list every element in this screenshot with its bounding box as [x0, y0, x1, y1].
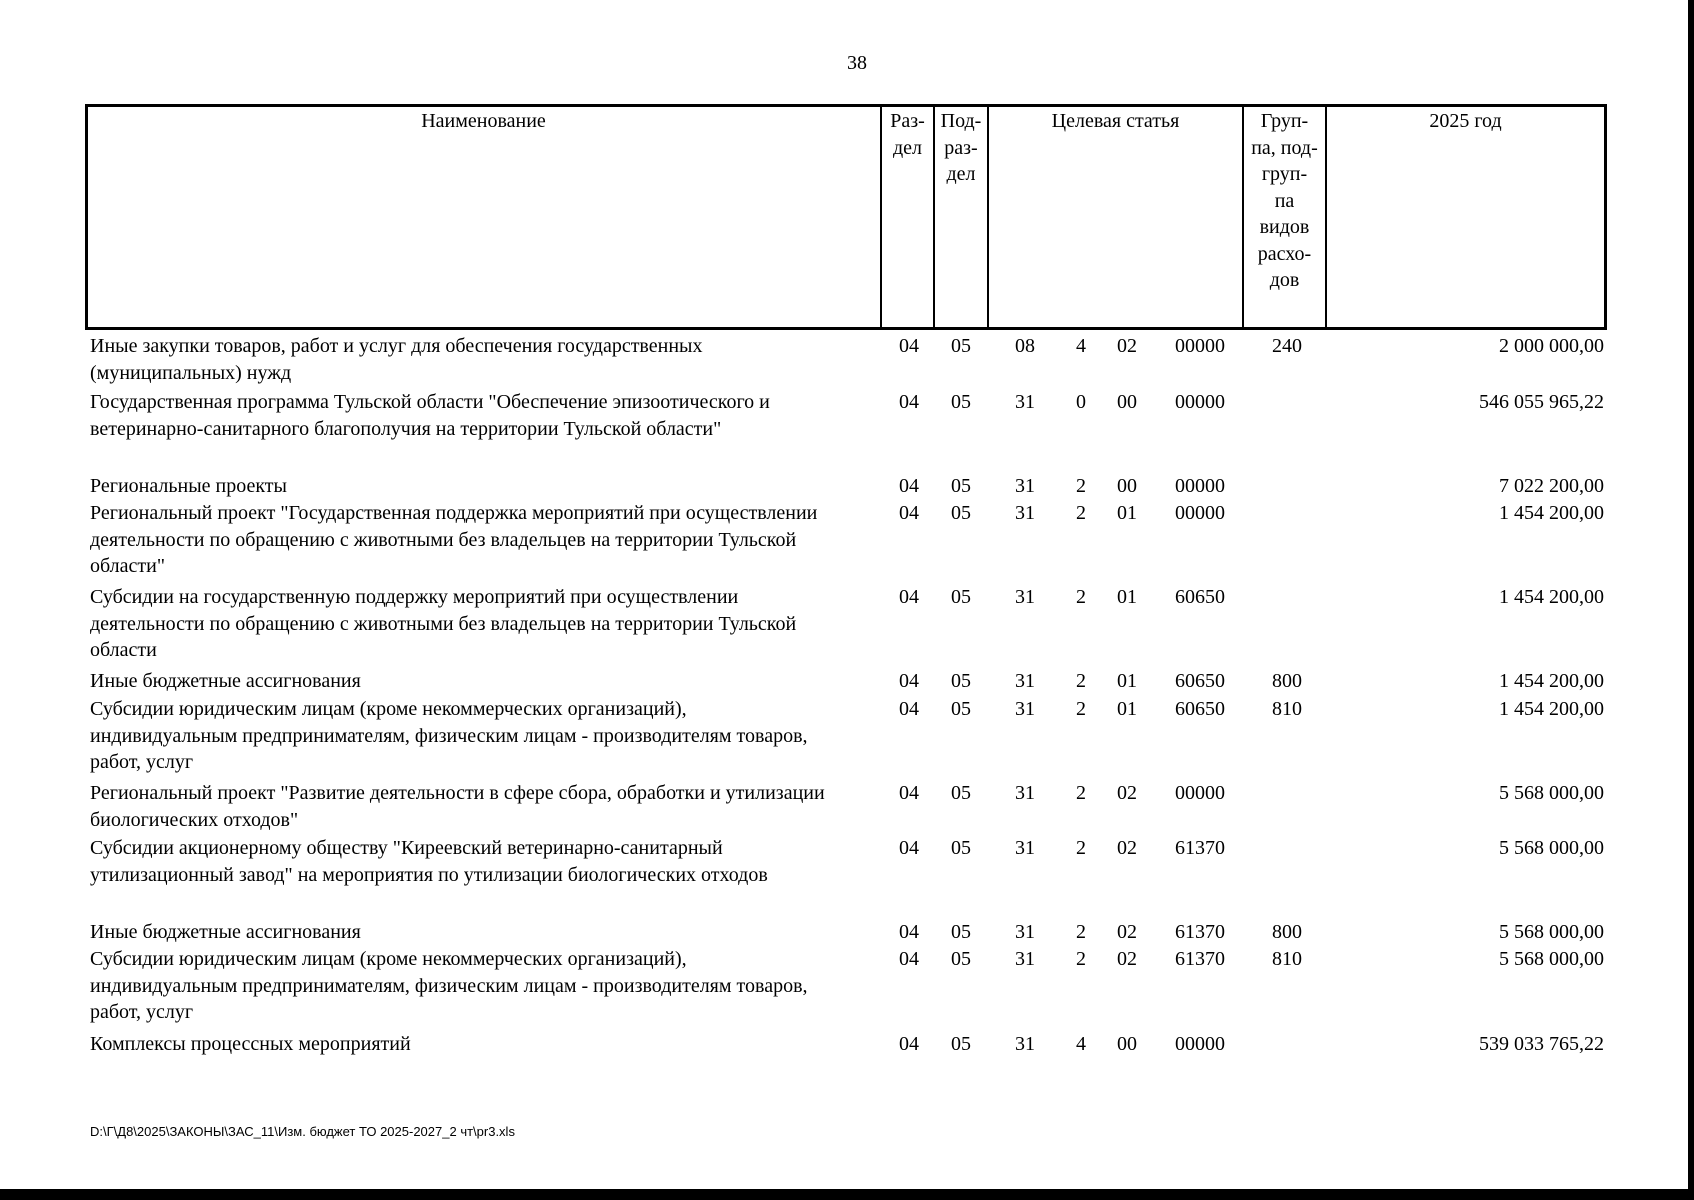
row-podrazdel: 05: [951, 475, 971, 497]
row-razdel: 04: [899, 921, 919, 943]
row-name: [90, 696, 880, 776]
row-name-line: Иные закупки товаров, работ и услуг для обеспечения государственных: [90, 335, 703, 357]
header-podrazdel-line: Под-: [940, 110, 982, 132]
row-target-element: 02: [1117, 335, 1137, 357]
row-amount: 5 568 000,00: [1499, 782, 1604, 804]
row-podrazdel: 05: [951, 335, 971, 357]
row-target-direction: 00000: [1175, 782, 1225, 804]
row-target-element: 02: [1117, 837, 1137, 859]
row-target-type: 2: [1076, 948, 1086, 970]
row-podrazdel: 05: [951, 586, 971, 608]
header-razdel-line: Раз-: [890, 110, 925, 132]
row-name-line: Субсидии юридическим лицам (кроме некоммерческих организаций),: [90, 698, 687, 720]
row-amount: 5 568 000,00: [1499, 948, 1604, 970]
row-name-line: Субсидии акционерному обществу "Киреевский ветеринарно-санитарный: [90, 837, 723, 859]
row-name: [90, 389, 880, 442]
header-target-label: Целевая статья: [1051, 110, 1180, 132]
header-vid-line: расхо-: [1257, 242, 1312, 265]
header-right-border: [1604, 104, 1607, 330]
row-target-program: 31: [1015, 586, 1035, 608]
row-name-line: индивидуальным предпринимателям, физическим лицам - производителям товаров,: [90, 724, 808, 747]
row-name: [90, 584, 880, 664]
row-target-element: 00: [1117, 1033, 1137, 1055]
row-name-line: Региональный проект "Развитие деятельности в сфере сбора, обработки и утилизации: [90, 782, 825, 804]
row-name-line: Государственная программа Тульской области "Обеспечение эпизоотического и: [90, 391, 770, 413]
row-target-element: 01: [1117, 698, 1137, 720]
row-name: Иные бюджетные ассигнования: [90, 670, 361, 692]
row-amount: 1 454 200,00: [1499, 586, 1604, 608]
header-vid-line: видов: [1259, 216, 1310, 238]
row-target-element: 02: [1117, 921, 1137, 943]
row-name-line: работ, услуг: [90, 1001, 194, 1023]
row-target-direction: 60650: [1175, 670, 1225, 692]
row-name-line: утилизационный завод" на мероприятия по утилизации биологических отходов: [90, 863, 768, 886]
header-vid: [1244, 104, 1325, 330]
page-number: 38: [847, 52, 867, 74]
header-target: [989, 104, 1242, 330]
row-target-direction: 00000: [1175, 1033, 1225, 1055]
row-name-line: (муниципальных) нужд: [90, 361, 292, 384]
row-name: [90, 835, 880, 888]
row-target-type: 2: [1076, 698, 1086, 720]
row-target-element: 02: [1117, 782, 1137, 804]
row-target-element: 01: [1117, 670, 1137, 692]
row-podrazdel: 05: [951, 782, 971, 804]
header-vid-line: Груп-: [1260, 110, 1309, 132]
row-podrazdel: 05: [951, 1033, 971, 1055]
row-razdel: 04: [899, 475, 919, 497]
row-name-line: области: [90, 639, 157, 661]
row-amount: 5 568 000,00: [1499, 837, 1604, 859]
header-vid-line: груп-: [1261, 163, 1308, 185]
row-expense-type: 240: [1272, 335, 1302, 357]
row-target-element: 01: [1117, 586, 1137, 608]
row-target-direction: 60650: [1175, 586, 1225, 608]
row-name-line: ветеринарно-санитарного благополучия на территории Тульской области": [90, 417, 722, 440]
header-podrazdel-line: раз-: [944, 136, 978, 159]
row-target-direction: 61370: [1175, 837, 1225, 859]
row-target-element: 01: [1117, 502, 1137, 524]
row-razdel: 04: [899, 670, 919, 692]
row-target-program: 31: [1015, 698, 1035, 720]
scan-edge-right: [1688, 0, 1694, 1200]
header-razdel: [882, 104, 933, 330]
row-name-line: деятельности по обращению с животными без владельцев на территории Тульской: [90, 612, 797, 635]
header-podrazdel-line: дел: [946, 163, 976, 185]
row-target-direction: 00000: [1175, 502, 1225, 524]
row-amount: 1 454 200,00: [1499, 670, 1604, 692]
row-name-line: биологических отходов": [90, 808, 299, 831]
header-name: [87, 104, 880, 330]
row-name: Региональные проекты: [90, 475, 287, 497]
row-razdel: 04: [899, 586, 919, 608]
file-path-footer: D:\Г\Д8\2025\ЗАКОНЫ\ЗАС_11\Изм. бюджет ТО 2025-2027_2 чт\pr3.xls: [90, 1124, 515, 1139]
row-expense-type: 810: [1272, 698, 1302, 720]
row-podrazdel: 05: [951, 698, 971, 720]
row-amount: 539 033 765,22: [1479, 1033, 1604, 1055]
row-razdel: 04: [899, 1033, 919, 1055]
row-podrazdel: 05: [951, 837, 971, 859]
row-target-direction: 61370: [1175, 948, 1225, 970]
row-amount: 546 055 965,22: [1479, 391, 1604, 413]
row-name: Иные бюджетные ассигнования: [90, 921, 361, 943]
row-target-type: 2: [1076, 586, 1086, 608]
row-target-type: 4: [1076, 1033, 1086, 1055]
row-target-type: 2: [1076, 921, 1086, 943]
row-podrazdel: 05: [951, 502, 971, 524]
row-razdel: 04: [899, 698, 919, 720]
row-target-direction: 00000: [1175, 391, 1225, 413]
row-target-direction: 00000: [1175, 475, 1225, 497]
row-razdel: 04: [899, 782, 919, 804]
row-target-type: 0: [1076, 391, 1086, 413]
header-year: [1327, 104, 1604, 330]
row-target-program: 08: [1015, 335, 1035, 357]
row-target-type: 2: [1076, 502, 1086, 524]
row-expense-type: 800: [1272, 921, 1302, 943]
row-name: [90, 780, 880, 833]
row-target-program: 31: [1015, 921, 1035, 943]
row-target-type: 4: [1076, 335, 1086, 357]
header-vid-line: дов: [1269, 269, 1300, 291]
row-target-program: 31: [1015, 391, 1035, 413]
row-name-line: области": [90, 555, 166, 577]
row-amount: 1 454 200,00: [1499, 502, 1604, 524]
row-target-element: 00: [1117, 391, 1137, 413]
header-vid-line: па: [1274, 189, 1295, 212]
row-target-program: 31: [1015, 475, 1035, 497]
row-podrazdel: 05: [951, 670, 971, 692]
row-amount: 2 000 000,00: [1499, 335, 1604, 357]
row-razdel: 04: [899, 837, 919, 859]
row-podrazdel: 05: [951, 921, 971, 943]
row-razdel: 04: [899, 335, 919, 357]
row-name: Комплексы процессных мероприятий: [90, 1033, 411, 1055]
header-podrazdel: [935, 104, 987, 330]
scan-edge-bottom: [0, 1189, 1694, 1200]
row-podrazdel: 05: [951, 391, 971, 413]
row-name-line: Субсидии на государственную поддержку мероприятий при осуществлении: [90, 586, 739, 608]
header-name-label: Наименование: [421, 110, 546, 132]
row-amount: 5 568 000,00: [1499, 921, 1604, 943]
row-target-program: 31: [1015, 1033, 1035, 1055]
row-amount: 7 022 200,00: [1499, 475, 1604, 497]
row-target-type: 2: [1076, 837, 1086, 859]
row-name: [90, 946, 880, 1026]
row-target-program: 31: [1015, 502, 1035, 524]
header-razdel-line: дел: [892, 136, 923, 159]
header-year-label: 2025 год: [1429, 110, 1502, 132]
row-target-element: 00: [1117, 475, 1137, 497]
row-target-direction: 00000: [1175, 335, 1225, 357]
row-amount: 1 454 200,00: [1499, 698, 1604, 720]
row-name: [90, 500, 880, 580]
row-name-line: Субсидии юридическим лицам (кроме некоммерческих организаций),: [90, 948, 687, 970]
row-name: [90, 333, 880, 386]
row-target-program: 31: [1015, 837, 1035, 859]
row-name-line: Региональный проект "Государственная поддержка мероприятий при осуществлении: [90, 502, 818, 524]
row-expense-type: 800: [1272, 670, 1302, 692]
row-target-type: 2: [1076, 475, 1086, 497]
row-target-type: 2: [1076, 782, 1086, 804]
row-name-line: работ, услуг: [90, 751, 194, 773]
row-target-program: 31: [1015, 782, 1035, 804]
row-target-type: 2: [1076, 670, 1086, 692]
row-name-line: деятельности по обращению с животными без владельцев на территории Тульской: [90, 528, 797, 551]
row-name-line: индивидуальным предпринимателям, физическим лицам - производителям товаров,: [90, 974, 808, 997]
row-podrazdel: 05: [951, 948, 971, 970]
row-target-element: 02: [1117, 948, 1137, 970]
row-razdel: 04: [899, 948, 919, 970]
row-target-program: 31: [1015, 670, 1035, 692]
header-vid-line: па, под-: [1251, 136, 1318, 159]
row-target-direction: 60650: [1175, 698, 1225, 720]
row-target-program: 31: [1015, 948, 1035, 970]
row-razdel: 04: [899, 391, 919, 413]
row-target-direction: 61370: [1175, 921, 1225, 943]
row-expense-type: 810: [1272, 948, 1302, 970]
row-razdel: 04: [899, 502, 919, 524]
